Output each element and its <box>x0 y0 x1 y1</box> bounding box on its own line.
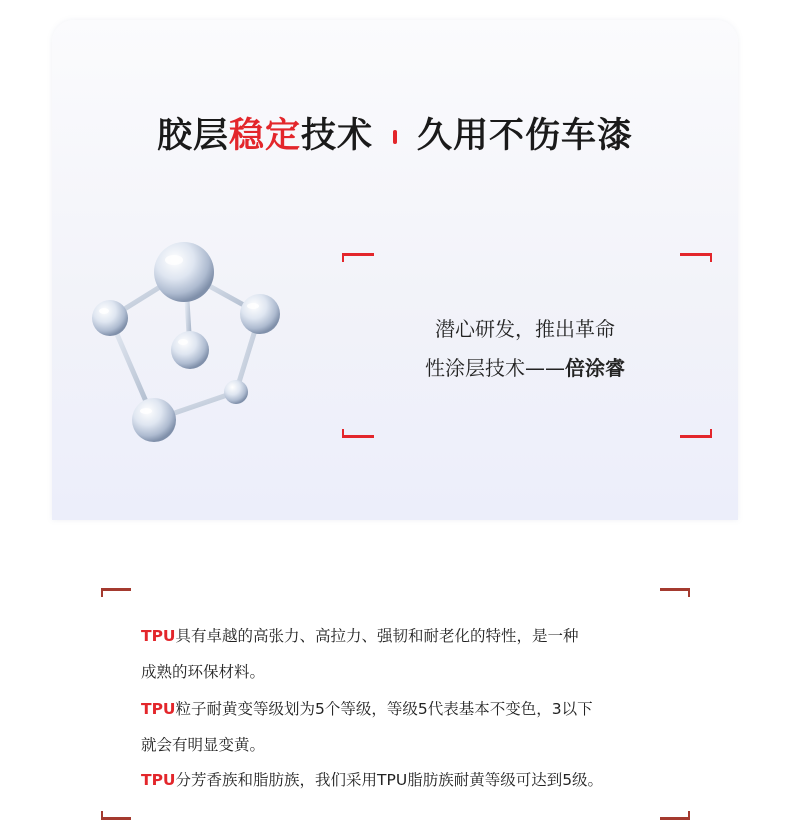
tagline-line2-prefix: 性涂层技术—— <box>425 356 565 380</box>
title-part1: 胶层 <box>156 116 229 156</box>
desc-p2-line1 <box>141 697 701 719</box>
desc-p1-line1 <box>141 624 701 646</box>
desc-corner-bottom-right <box>660 811 690 820</box>
brand-name: 倍涂睿 <box>565 356 625 380</box>
desc-p1-line2: 成熟的环保材料。 <box>141 663 266 681</box>
tpu-label: TPU <box>141 700 176 718</box>
desc-corner-top-right <box>660 588 690 597</box>
tagline-line1: 潜心研发，推出革命 <box>435 317 615 341</box>
tpu-label: TPU <box>141 771 176 789</box>
title-part3: 久用不伤车漆 <box>417 116 634 156</box>
title-part2: 技术 <box>301 116 374 156</box>
desc-text: 粒子耐黄变等级划为5个等级，等级5代表基本不变色，3以下 <box>175 700 593 718</box>
frame-corner-bottom-right <box>680 429 712 438</box>
frame-corner-top-left <box>342 253 374 262</box>
tpu-label: TPU <box>141 627 176 645</box>
desc-p3-line1 <box>141 768 701 790</box>
desc-corner-bottom-left <box>101 811 131 820</box>
desc-text: 分芳香族和脂肪族，我们采用TPU脂肪族耐黄等级可达到5级。 <box>175 771 604 789</box>
page-title <box>0 108 790 158</box>
molecule-illustration-icon <box>82 232 292 454</box>
frame-corner-bottom-left <box>342 429 374 438</box>
frame-corner-top-right <box>680 253 712 262</box>
desc-p2-line2: 就会有明显变黄。 <box>141 736 266 754</box>
desc-text: 具有卓越的高张力、高拉力、强韧和耐老化的特性，是一种 <box>175 627 579 645</box>
title-accent: 稳定 <box>228 116 301 156</box>
desc-corner-top-left <box>101 588 131 597</box>
title-separator <box>393 130 397 144</box>
tagline-line2 <box>380 352 670 381</box>
